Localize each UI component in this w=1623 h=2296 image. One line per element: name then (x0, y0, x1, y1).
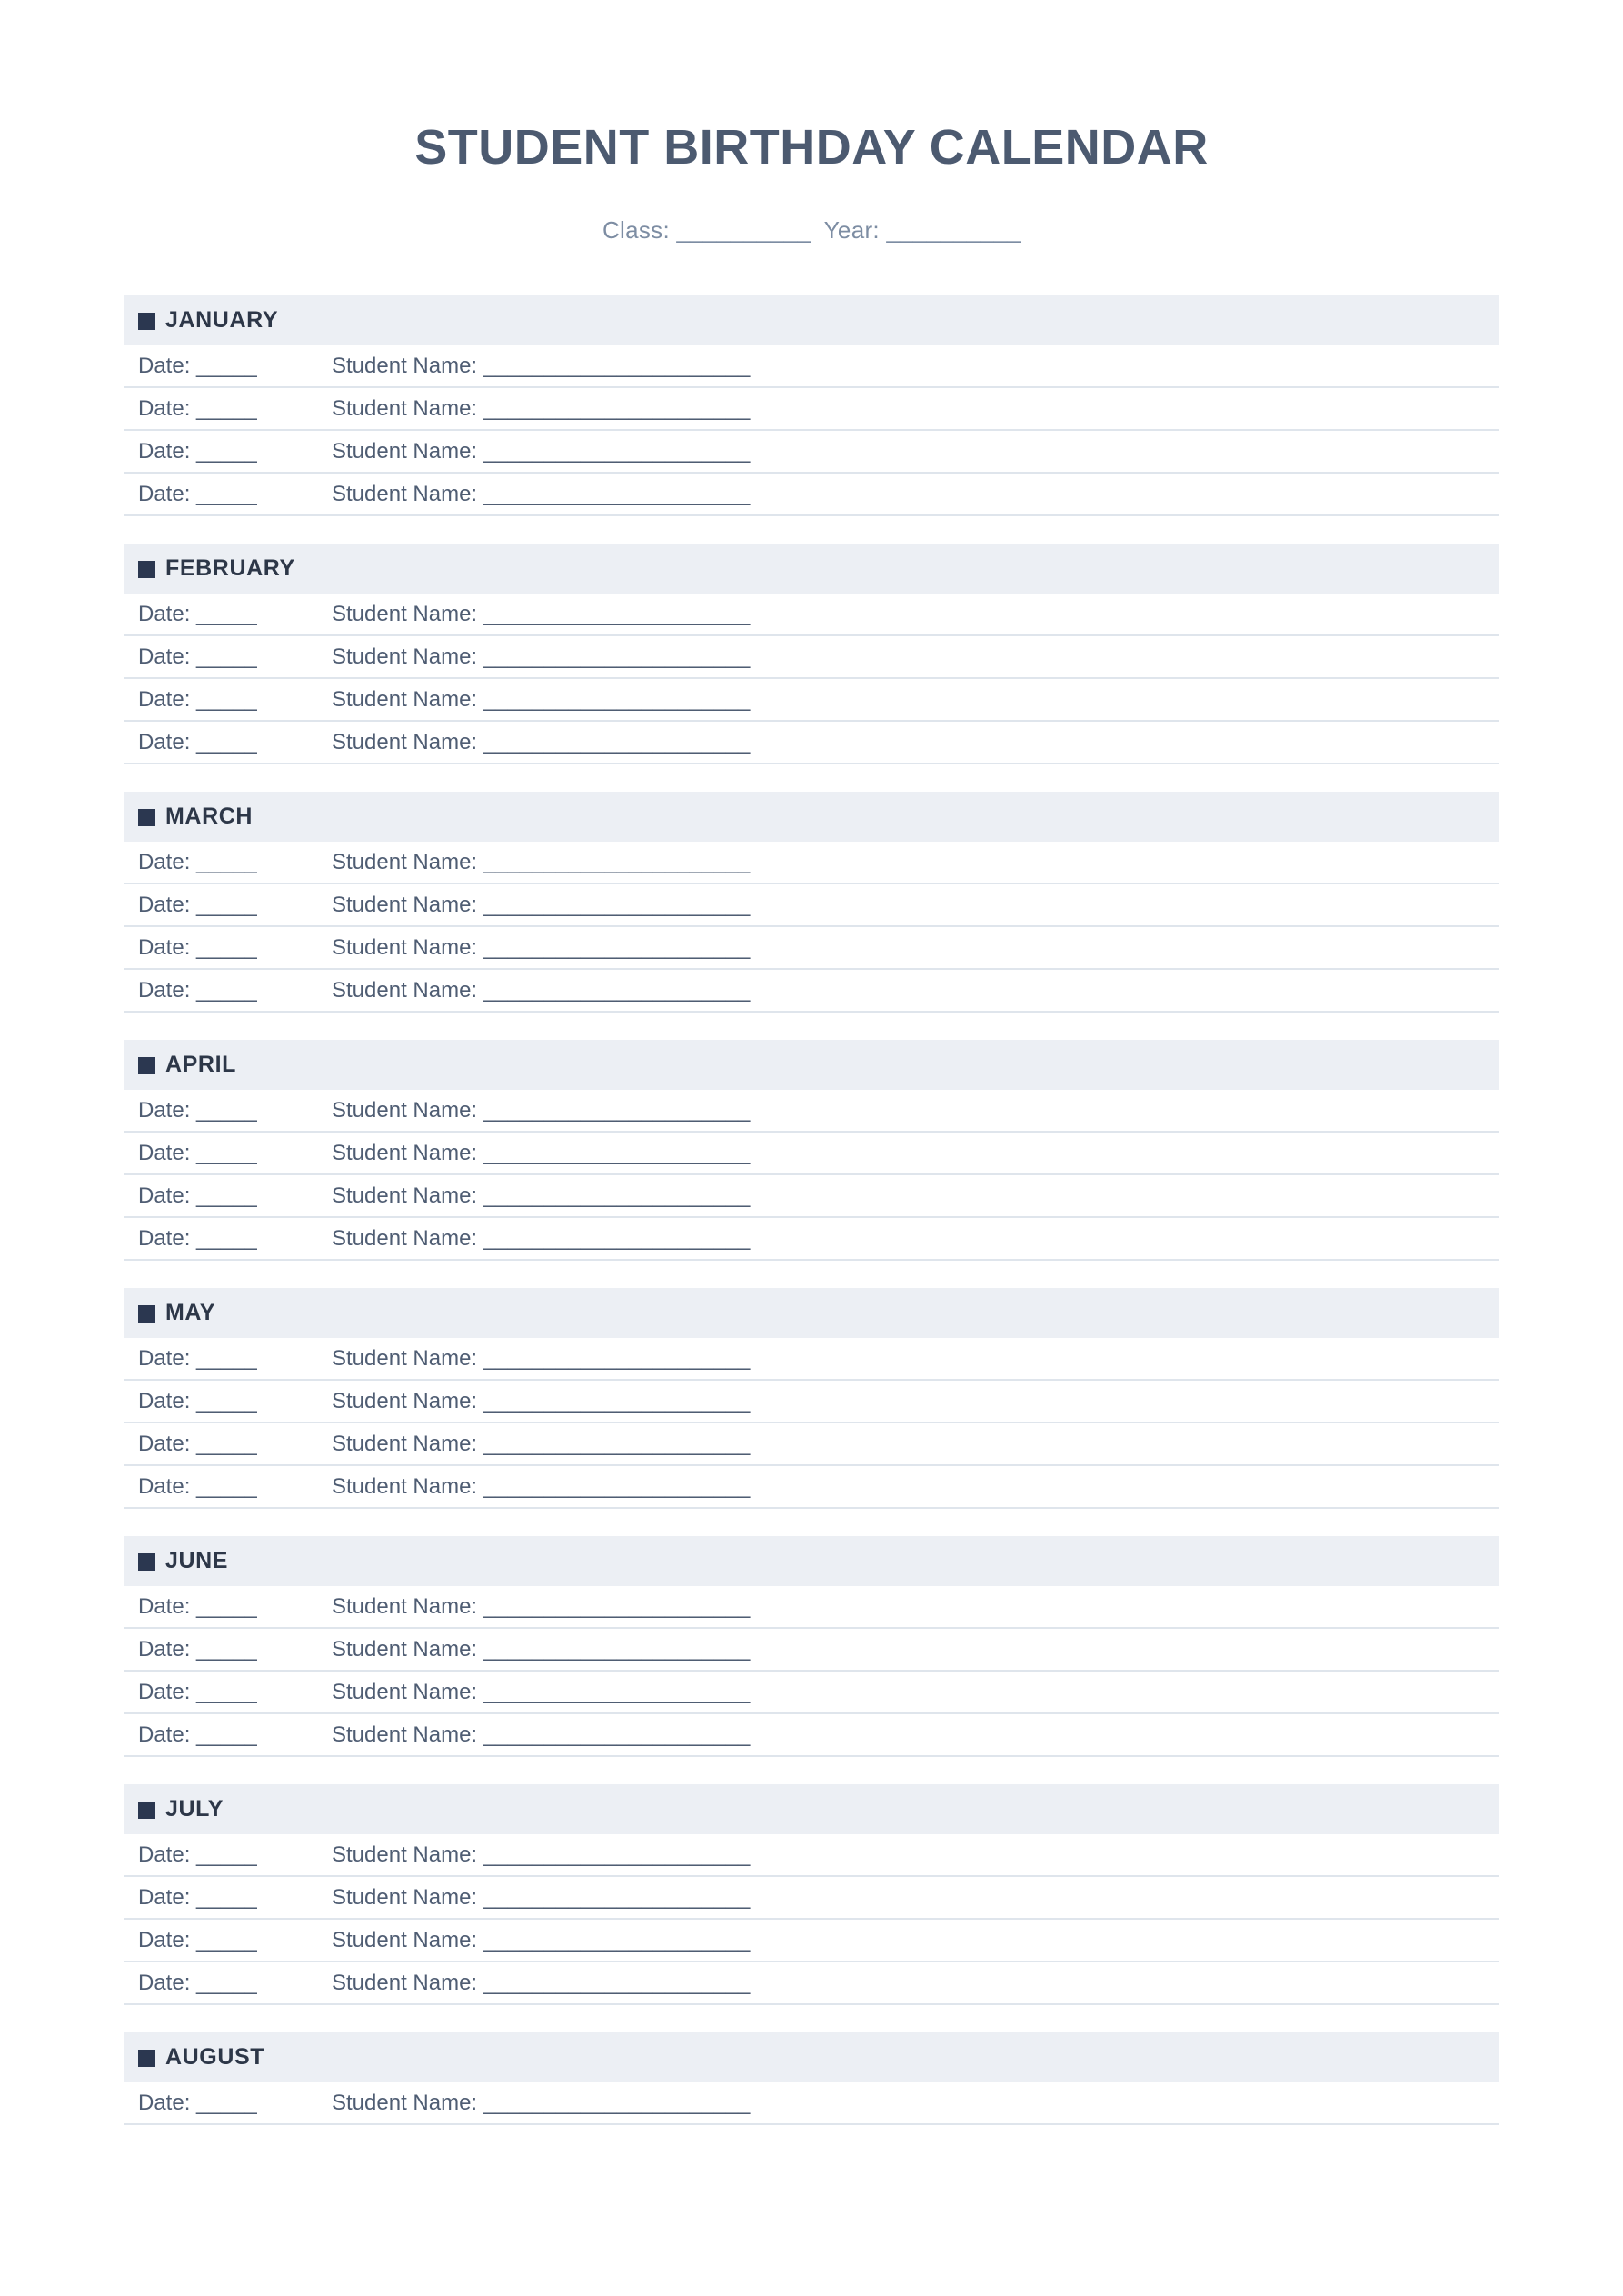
student-name-field[interactable]: Student Name: ______________________ (332, 977, 751, 1003)
date-field[interactable]: Date: _____ (138, 1183, 257, 1208)
square-bullet-icon (138, 1305, 155, 1323)
entry-row[interactable] (124, 2082, 1499, 2125)
date-field[interactable]: Date: _____ (138, 1388, 257, 1413)
month-name-label: AUGUST (165, 2044, 265, 2071)
entry-row[interactable] (124, 1834, 1499, 1877)
square-bullet-icon (138, 1553, 155, 1571)
month-header-june (124, 1536, 1499, 1586)
student-name-field[interactable]: Student Name: ______________________ (332, 2090, 751, 2115)
student-name-field[interactable]: Student Name: ______________________ (332, 1225, 751, 1251)
date-field[interactable]: Date: _____ (138, 1225, 257, 1251)
month-section (124, 1040, 1499, 1261)
date-field[interactable]: Date: _____ (138, 1722, 257, 1747)
entry-row[interactable] (124, 1175, 1499, 1218)
month-header-may (124, 1288, 1499, 1338)
date-field[interactable]: Date: _____ (138, 1140, 257, 1165)
student-name-field[interactable]: Student Name: ______________________ (332, 1473, 751, 1499)
student-name-field[interactable]: Student Name: ______________________ (332, 644, 751, 669)
student-name-field[interactable]: Student Name: ______________________ (332, 1593, 751, 1619)
month-section (124, 2032, 1499, 2125)
date-field[interactable]: Date: _____ (138, 686, 257, 712)
date-field[interactable]: Date: _____ (138, 1345, 257, 1371)
student-name-field[interactable]: Student Name: ______________________ (332, 1722, 751, 1747)
student-name-field[interactable]: Student Name: ______________________ (332, 353, 751, 378)
date-field[interactable]: Date: _____ (138, 849, 257, 874)
entry-row[interactable] (124, 1877, 1499, 1920)
month-header-march (124, 792, 1499, 842)
entry-row[interactable] (124, 1629, 1499, 1672)
month-name-label: JULY (165, 1796, 224, 1822)
date-field[interactable]: Date: _____ (138, 934, 257, 960)
month-name-label: APRIL (165, 1052, 236, 1078)
date-field[interactable]: Date: _____ (138, 481, 257, 506)
date-field[interactable]: Date: _____ (138, 1473, 257, 1499)
month-name-label: FEBRUARY (165, 555, 295, 582)
student-name-field[interactable]: Student Name: ______________________ (332, 1183, 751, 1208)
month-header-february (124, 544, 1499, 594)
student-name-field[interactable]: Student Name: ______________________ (332, 1097, 751, 1123)
entry-row[interactable] (124, 431, 1499, 474)
student-name-field[interactable]: Student Name: ______________________ (332, 1388, 751, 1413)
date-field[interactable]: Date: _____ (138, 1884, 257, 1910)
entry-row[interactable] (124, 1962, 1499, 2005)
entry-row[interactable] (124, 722, 1499, 764)
square-bullet-icon (138, 561, 155, 578)
entry-row[interactable] (124, 1218, 1499, 1261)
date-field[interactable]: Date: _____ (138, 353, 257, 378)
student-name-field[interactable]: Student Name: ______________________ (332, 686, 751, 712)
square-bullet-icon (138, 2050, 155, 2067)
date-field[interactable]: Date: _____ (138, 1927, 257, 1952)
student-name-field[interactable]: Student Name: ______________________ (332, 729, 751, 754)
date-field[interactable]: Date: _____ (138, 1679, 257, 1704)
month-name-label: JANUARY (165, 307, 279, 334)
student-name-field[interactable]: Student Name: ______________________ (332, 1345, 751, 1371)
month-header-august (124, 2032, 1499, 2082)
class-year-line: Class: __________ Year: __________ (602, 216, 1021, 245)
entry-row[interactable] (124, 345, 1499, 388)
entry-row[interactable] (124, 474, 1499, 516)
date-field[interactable]: Date: _____ (138, 1593, 257, 1619)
date-field[interactable]: Date: _____ (138, 1431, 257, 1456)
student-name-field[interactable]: Student Name: ______________________ (332, 601, 751, 626)
student-name-field[interactable]: Student Name: ______________________ (332, 849, 751, 874)
student-name-field[interactable]: Student Name: ______________________ (332, 438, 751, 464)
student-name-field[interactable]: Student Name: ______________________ (332, 1140, 751, 1165)
document-header (0, 0, 1623, 245)
month-section (124, 1784, 1499, 2005)
date-field[interactable]: Date: _____ (138, 892, 257, 917)
date-field[interactable]: Date: _____ (138, 1097, 257, 1123)
student-name-field[interactable]: Student Name: ______________________ (332, 1842, 751, 1867)
square-bullet-icon (138, 1802, 155, 1819)
month-name-label: JUNE (165, 1548, 229, 1574)
entry-row[interactable] (124, 927, 1499, 970)
student-name-field[interactable]: Student Name: ______________________ (332, 1431, 751, 1456)
date-field[interactable]: Date: _____ (138, 395, 257, 421)
entry-row[interactable] (124, 884, 1499, 927)
student-name-field[interactable]: Student Name: ______________________ (332, 395, 751, 421)
month-header-april (124, 1040, 1499, 1090)
student-name-field[interactable]: Student Name: ______________________ (332, 934, 751, 960)
date-field[interactable]: Date: _____ (138, 977, 257, 1003)
student-name-field[interactable]: Student Name: ______________________ (332, 1927, 751, 1952)
student-name-field[interactable]: Student Name: ______________________ (332, 1679, 751, 1704)
date-field[interactable]: Date: _____ (138, 601, 257, 626)
student-name-field[interactable]: Student Name: ______________________ (332, 481, 751, 506)
month-section (124, 295, 1499, 516)
date-field[interactable]: Date: _____ (138, 1636, 257, 1662)
entry-row[interactable] (124, 594, 1499, 636)
month-sections-container (0, 295, 1623, 2125)
entry-row[interactable] (124, 636, 1499, 679)
entry-row[interactable] (124, 1920, 1499, 1962)
entry-row[interactable] (124, 970, 1499, 1013)
entry-row[interactable] (124, 1133, 1499, 1175)
month-name-label: MAY (165, 1300, 216, 1326)
student-name-field[interactable]: Student Name: ______________________ (332, 1970, 751, 1995)
entry-row[interactable] (124, 1586, 1499, 1629)
date-field[interactable]: Date: _____ (138, 644, 257, 669)
entry-row[interactable] (124, 1090, 1499, 1133)
entry-row[interactable] (124, 1381, 1499, 1423)
month-header-january (124, 295, 1499, 345)
date-field[interactable]: Date: _____ (138, 1842, 257, 1867)
date-field[interactable]: Date: _____ (138, 729, 257, 754)
month-section (124, 1536, 1499, 1757)
date-field[interactable]: Date: _____ (138, 2090, 257, 2115)
entry-row[interactable] (124, 842, 1499, 884)
square-bullet-icon (138, 313, 155, 330)
entry-row[interactable] (124, 1466, 1499, 1509)
square-bullet-icon (138, 1057, 155, 1074)
square-bullet-icon (138, 809, 155, 826)
student-name-field[interactable]: Student Name: ______________________ (332, 1636, 751, 1662)
student-name-field[interactable]: Student Name: ______________________ (332, 892, 751, 917)
month-section (124, 544, 1499, 764)
entry-row[interactable] (124, 1423, 1499, 1466)
entry-row[interactable] (124, 1714, 1499, 1757)
date-field[interactable]: Date: _____ (138, 1970, 257, 1995)
month-section (124, 1288, 1499, 1509)
month-name-label: MARCH (165, 804, 254, 830)
page-title: STUDENT BIRTHDAY CALENDAR (414, 120, 1209, 175)
entry-row[interactable] (124, 1672, 1499, 1714)
student-name-field[interactable]: Student Name: ______________________ (332, 1884, 751, 1910)
entry-row[interactable] (124, 679, 1499, 722)
entry-row[interactable] (124, 388, 1499, 431)
date-field[interactable]: Date: _____ (138, 438, 257, 464)
entry-row[interactable] (124, 1338, 1499, 1381)
month-header-july (124, 1784, 1499, 1834)
month-section (124, 792, 1499, 1013)
